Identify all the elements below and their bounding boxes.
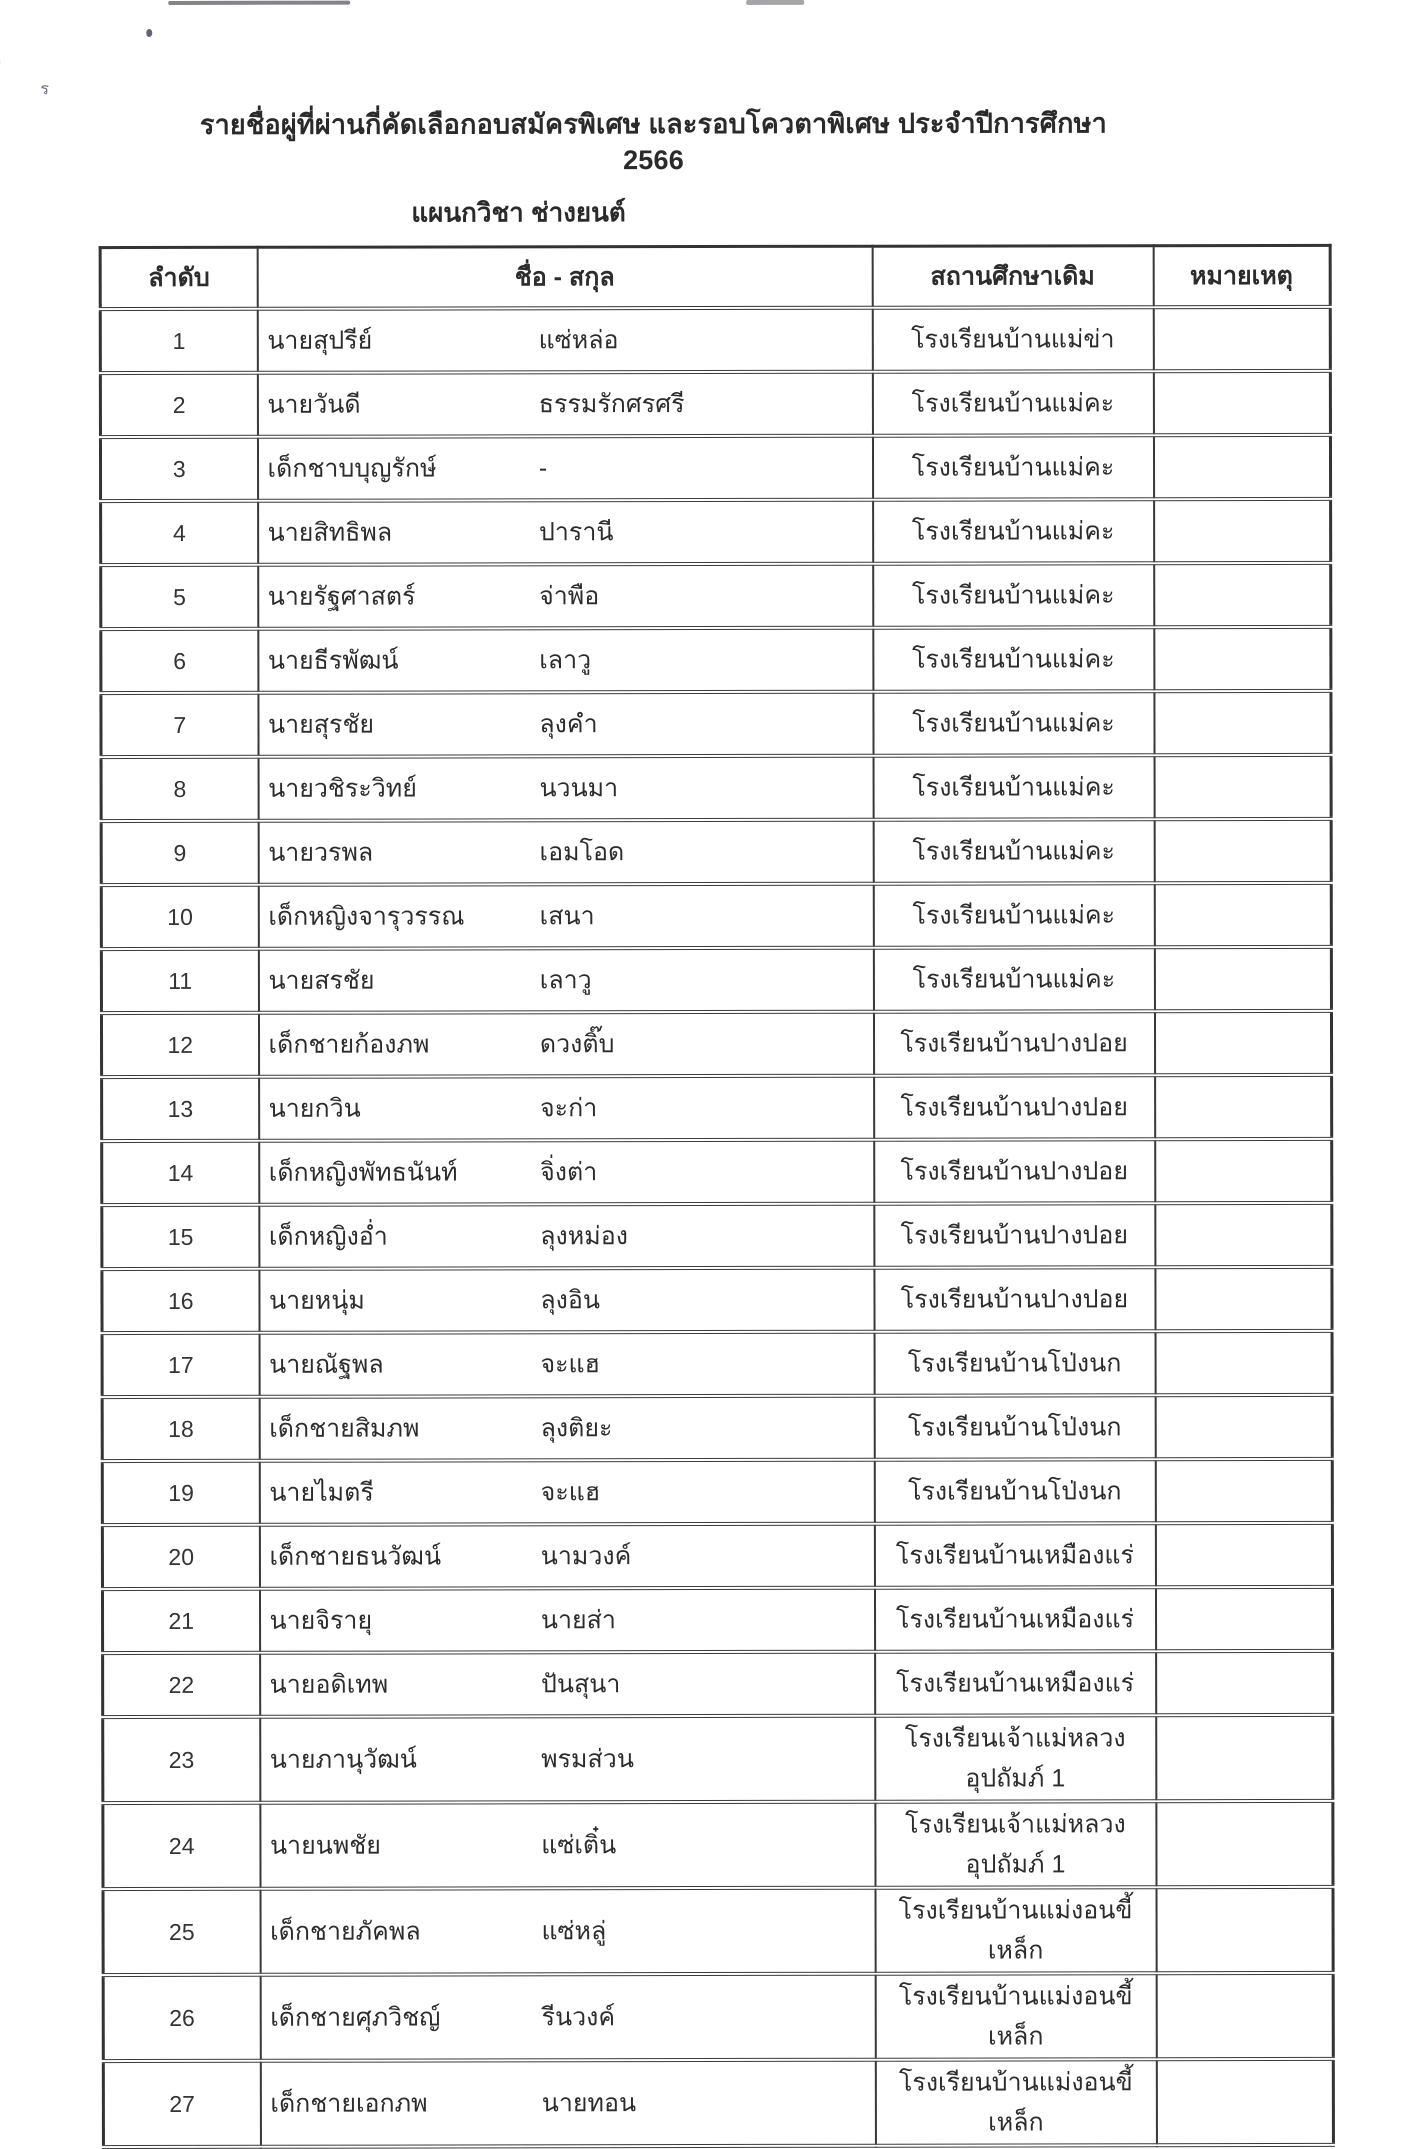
- row-number: 11: [101, 949, 258, 1013]
- row-number: 5: [101, 565, 258, 629]
- row-number: 26: [103, 1975, 260, 2061]
- table-row: [102, 1331, 1332, 1397]
- first-name: นายหนุ่ม: [268, 1286, 365, 1315]
- row-school: โรงเรียนบ้านปางปอย: [874, 1075, 1155, 1139]
- row-name-cell: [258, 564, 873, 629]
- row-remark: [1155, 1331, 1332, 1395]
- row-school: โรงเรียนบ้านแม่คะ: [872, 371, 1153, 435]
- row-number: 20: [102, 1525, 259, 1589]
- table-row: [103, 1715, 1333, 1803]
- last-name: จะแฮ: [540, 1478, 601, 1507]
- row-remark: [1154, 1011, 1331, 1075]
- row-remark: [1155, 1075, 1332, 1139]
- table-row: [103, 1801, 1333, 1889]
- row-school: โรงเรียนบ้านแม่คะ: [873, 691, 1154, 755]
- row-number: 2: [100, 373, 257, 437]
- row-school: โรงเรียนบ้านแม่คะ: [873, 627, 1154, 691]
- row-remark: [1156, 1651, 1333, 1715]
- row-remark: [1154, 563, 1331, 627]
- student-roster-table: [99, 244, 1335, 2149]
- row-number: 8: [101, 757, 258, 821]
- row-school: โรงเรียนเจ้าแม่หลวงอุปถัมภ์ 1: [875, 1801, 1156, 1887]
- first-name: นายวันดี: [267, 390, 361, 419]
- row-name-cell: [257, 308, 872, 373]
- first-name: นายไมตรี: [269, 1478, 374, 1507]
- row-remark: [1153, 435, 1330, 499]
- row-name-cell: [257, 436, 872, 501]
- last-name: ลุงคำ: [539, 710, 598, 739]
- header-school: สถานศึกษาเดิม: [872, 246, 1153, 308]
- row-number: 7: [101, 693, 258, 757]
- row-name-cell: [260, 2060, 875, 2147]
- table-row: [102, 1267, 1332, 1333]
- last-name: รีนวงค์: [541, 2003, 616, 2032]
- row-name-cell: [258, 1012, 873, 1077]
- row-number: 25: [103, 1889, 260, 1975]
- table-header: [100, 245, 1330, 309]
- row-remark: [1154, 627, 1331, 691]
- first-name: เด็กชายสิมภพ: [269, 1414, 420, 1443]
- last-name: เอมโอด: [539, 838, 625, 867]
- last-name: เลาวู: [539, 966, 592, 995]
- first-name: นายสิทธิพล: [267, 518, 393, 547]
- row-remark: [1153, 307, 1330, 371]
- row-name-cell: [260, 1802, 875, 1889]
- first-name: เด็กชาบบุญรักษ์: [267, 454, 437, 483]
- row-name-cell: [257, 372, 872, 437]
- row-number: 14: [102, 1141, 259, 1205]
- table-row: [102, 1587, 1332, 1653]
- table-header-row: [100, 245, 1330, 309]
- row-number: 16: [102, 1269, 259, 1333]
- row-name-cell: [259, 1268, 874, 1333]
- table-row: [101, 755, 1331, 821]
- first-name: นายวชิระวิทย์: [268, 774, 417, 803]
- first-name: เด็กชายภัคพล: [270, 1917, 421, 1946]
- first-name: นายรัฐศาสตร์: [267, 582, 416, 611]
- row-number: 12: [101, 1013, 258, 1077]
- table-row: [101, 1011, 1331, 1077]
- last-name: นายทอน: [541, 2089, 637, 2118]
- row-school: โรงเรียนบ้านแม่คะ: [873, 563, 1154, 627]
- row-remark: [1155, 1203, 1332, 1267]
- row-school: โรงเรียนบ้านเหมืองแร่: [874, 1587, 1155, 1651]
- table-row: [103, 2059, 1333, 2147]
- last-name: นายส่า: [540, 1606, 616, 1635]
- row-school: โรงเรียนบ้านแม่งอนขี้เหล็ก: [875, 1887, 1156, 1973]
- first-name: นายอดิเทพ: [269, 1670, 389, 1699]
- row-number: 27: [103, 2061, 260, 2147]
- row-name-cell: [258, 692, 873, 757]
- first-name: นายสุปรีย์: [267, 326, 373, 355]
- row-remark: [1154, 947, 1331, 1011]
- row-school: โรงเรียนบ้านแม่งอนขี้เหล็ก: [875, 1973, 1156, 2059]
- table-body: [100, 307, 1333, 2147]
- table-row: [100, 435, 1330, 501]
- document-title: รายชื่อผู่ที่ผ่านกี่คัดเลือกอบสมัครพิเศษ และรอบโควตาพิเศษ ประจำปีการศึกษา 2566: [199, 108, 1108, 176]
- last-name: ธรรมรักศรศรี: [538, 390, 685, 419]
- row-school: โรงเรียนเจ้าแม่หลวงอุปถัมภ์ 1: [875, 1715, 1156, 1801]
- row-remark: [1155, 1395, 1332, 1459]
- row-name-cell: [258, 820, 873, 885]
- first-name: เด็กหญิงจารุวรรณ: [268, 902, 465, 931]
- scan-artifact-line: [168, 1, 350, 5]
- row-number: 4: [101, 501, 258, 565]
- document-subtitle: แผนกวิชา ช่างยนต์: [411, 197, 626, 228]
- row-school: โรงเรียนบ้านโป่งนก: [874, 1331, 1155, 1395]
- first-name: นายณัฐพล: [269, 1350, 384, 1379]
- table-row: [101, 819, 1331, 885]
- row-name-cell: [259, 1396, 874, 1461]
- last-name: แซ่หลู่: [541, 1917, 607, 1946]
- last-name: แซ่เติ๋น: [541, 1831, 617, 1860]
- row-school: โรงเรียนบ้านปางปอย: [874, 1203, 1155, 1267]
- row-remark: [1155, 1587, 1332, 1651]
- row-name-cell: [258, 628, 873, 693]
- table-row: [103, 1887, 1333, 1975]
- last-name: พรมส่วน: [541, 1745, 634, 1774]
- last-name: เลาวู: [539, 646, 592, 675]
- row-name-cell: [258, 948, 873, 1013]
- table-row: [101, 627, 1331, 693]
- row-name-cell: [259, 1332, 874, 1397]
- row-name-cell: [259, 1076, 874, 1141]
- row-school: โรงเรียนบ้านปางปอย: [874, 1139, 1155, 1203]
- last-name: -: [538, 454, 548, 483]
- row-name-cell: [260, 1888, 875, 1975]
- first-name: นายจิรายุ: [269, 1606, 373, 1635]
- row-number: 22: [103, 1653, 260, 1717]
- row-school: โรงเรียนบ้านแม่คะ: [873, 883, 1154, 947]
- row-remark: [1156, 1887, 1333, 1973]
- table-row: [101, 947, 1331, 1013]
- row-number: 9: [101, 821, 258, 885]
- row-remark: [1154, 691, 1331, 755]
- row-remark: [1156, 1973, 1333, 2059]
- table-row: [101, 691, 1331, 757]
- row-remark: [1156, 1715, 1333, 1801]
- row-name-cell: [258, 500, 873, 565]
- scan-artifact-glyph: ร: [40, 81, 49, 99]
- row-school: โรงเรียนบ้านแม่คะ: [873, 947, 1154, 1011]
- table-row: [100, 371, 1330, 437]
- first-name: นายนพชัย: [269, 1831, 381, 1860]
- first-name: นายภานุวัฒน์: [269, 1745, 417, 1774]
- row-remark: [1154, 499, 1331, 563]
- row-name-cell: [260, 1716, 875, 1803]
- row-school: โรงเรียนบ้านเหมืองแร่: [874, 1523, 1155, 1587]
- row-remark: [1155, 1459, 1332, 1523]
- row-name-cell: [259, 1140, 874, 1205]
- row-number: 10: [101, 885, 258, 949]
- row-number: 23: [103, 1717, 260, 1803]
- row-remark: [1156, 1801, 1333, 1887]
- table-row: [100, 307, 1330, 373]
- row-school: โรงเรียนบ้านโป่งนก: [874, 1395, 1155, 1459]
- last-name: ดวงติ๊บ: [539, 1030, 615, 1059]
- first-name: เด็กหญิงอ่ำ: [268, 1222, 388, 1251]
- last-name: ลุงหม่อง: [540, 1222, 628, 1251]
- first-name: เด็กชายเอกภพ: [270, 2089, 428, 2118]
- table-row: [102, 1523, 1332, 1589]
- last-name: เสนา: [539, 902, 595, 931]
- last-name: จิ่งต่า: [540, 1158, 598, 1187]
- row-number: 13: [102, 1077, 259, 1141]
- last-name: ลุงอิน: [540, 1286, 600, 1315]
- row-school: โรงเรียนบ้านแม่คะ: [873, 819, 1154, 883]
- row-school: โรงเรียนบ้านปางปอย: [873, 1011, 1154, 1075]
- table-row: [101, 563, 1331, 629]
- row-school: โรงเรียนบ้านแม่งอนขี้เหล็ก: [875, 2059, 1156, 2145]
- header-number: ลำดับ: [100, 247, 257, 309]
- table-row: [101, 499, 1331, 565]
- last-name: จะก่า: [539, 1094, 598, 1123]
- table-row: [101, 883, 1331, 949]
- row-remark: [1154, 755, 1331, 819]
- row-number: 24: [103, 1803, 260, 1889]
- first-name: นายกวิน: [268, 1094, 361, 1123]
- last-name: แซ่หล่อ: [538, 326, 619, 355]
- row-name-cell: [259, 1460, 874, 1525]
- row-school: โรงเรียนบ้านแม่คะ: [873, 755, 1154, 819]
- last-name: จ่าพือ: [539, 582, 600, 611]
- row-number: 21: [102, 1589, 259, 1653]
- row-number: 3: [100, 437, 257, 501]
- row-school: โรงเรียนบ้านปางปอย: [874, 1267, 1155, 1331]
- row-school: โรงเรียนบ้านเหมืองแร่: [875, 1651, 1156, 1715]
- row-number: 1: [100, 309, 257, 373]
- table-row: [102, 1459, 1332, 1525]
- table-row: [102, 1139, 1332, 1205]
- table-row: [102, 1075, 1332, 1141]
- first-name: นายธีรพัฒน์: [267, 646, 399, 675]
- row-name-cell: [259, 1524, 874, 1589]
- first-name: เด็กชายศุภวิชญ์: [270, 2003, 441, 2032]
- first-name: เด็กหญิงพัทธนันท์: [268, 1158, 458, 1187]
- header-name: ชื่อ - สกุล: [257, 246, 872, 309]
- first-name: เด็กชายธนวัฒน์: [269, 1542, 442, 1571]
- row-name-cell: [260, 1652, 875, 1717]
- row-school: โรงเรียนบ้านแม่คะ: [872, 435, 1153, 499]
- row-school: โรงเรียนบ้านแม่คะ: [873, 499, 1154, 563]
- row-school: โรงเรียนบ้านแม่ข่า: [872, 307, 1153, 371]
- last-name: นวนมา: [539, 774, 619, 803]
- scan-artifact-dot: [146, 29, 152, 37]
- table-row: [103, 1651, 1333, 1717]
- row-remark: [1154, 883, 1331, 947]
- table-row: [102, 1395, 1332, 1461]
- row-name-cell: [258, 884, 873, 949]
- scan-artifact-line: [746, 0, 804, 5]
- first-name: นายสุรชัย: [267, 710, 375, 739]
- row-remark: [1154, 819, 1331, 883]
- row-number: 6: [101, 629, 258, 693]
- first-name: นายวรพล: [268, 838, 374, 867]
- last-name: จะแฮ: [540, 1350, 600, 1379]
- scan-artifact-mark: [0, 51, 1, 72]
- header-remark: หมายเหตุ: [1153, 245, 1330, 307]
- table-row: [102, 1203, 1332, 1269]
- row-remark: [1155, 1139, 1332, 1203]
- row-name-cell: [259, 1588, 874, 1653]
- row-remark: [1155, 1523, 1332, 1587]
- row-number: 17: [102, 1333, 259, 1397]
- row-number: 18: [102, 1397, 259, 1461]
- last-name: ปารานี: [538, 518, 614, 547]
- row-school: โรงเรียนบ้านโป่งนก: [874, 1459, 1155, 1523]
- last-name: ปันสุนา: [540, 1670, 621, 1699]
- row-name-cell: [258, 756, 873, 821]
- last-name: ลุงติยะ: [540, 1414, 613, 1443]
- first-name: เด็กชายก้องภพ: [268, 1030, 430, 1059]
- last-name: นามวงค์: [540, 1542, 632, 1571]
- row-remark: [1155, 1267, 1332, 1331]
- row-number: 15: [102, 1205, 259, 1269]
- row-number: 19: [102, 1461, 259, 1525]
- row-remark: [1156, 2059, 1333, 2145]
- row-name-cell: [259, 1204, 874, 1269]
- row-remark: [1153, 371, 1330, 435]
- first-name: นายสรชัย: [268, 966, 375, 995]
